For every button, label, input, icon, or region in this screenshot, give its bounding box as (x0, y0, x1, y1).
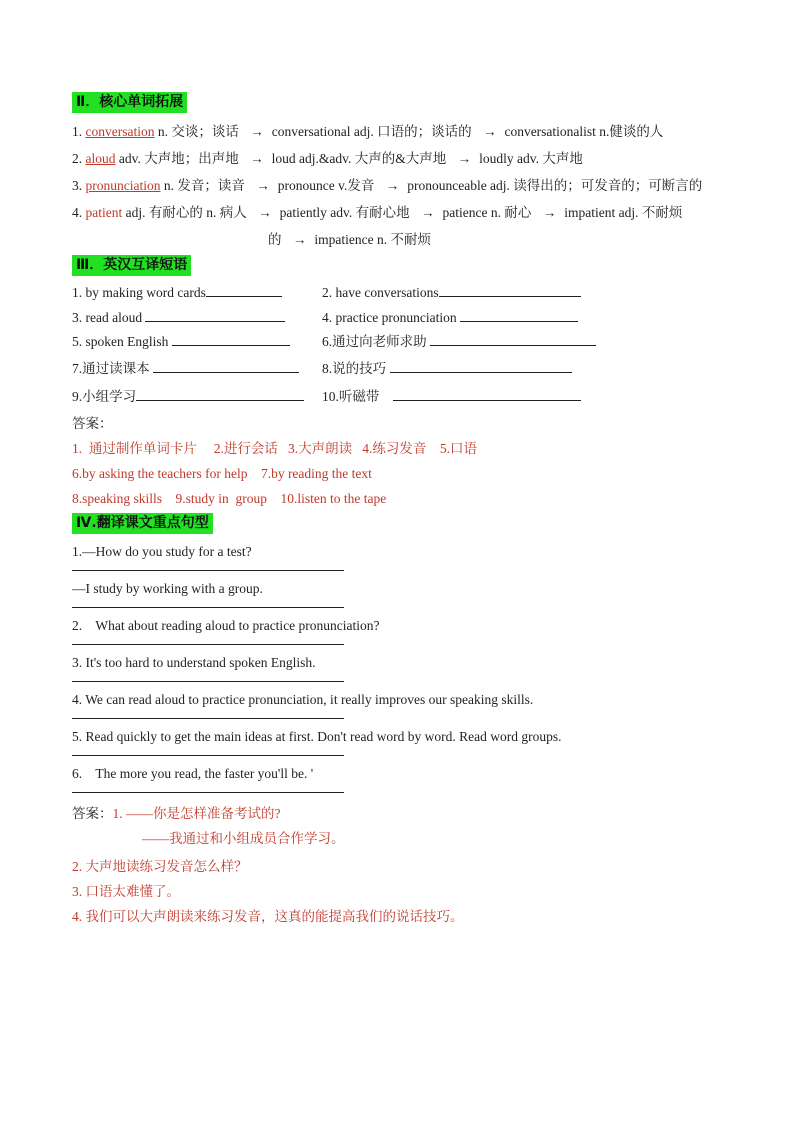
phrase-row (72, 383, 722, 411)
vocab-text: 的 (268, 232, 285, 247)
sentence-item: 3. It's too hard to understand spoken English. (72, 654, 316, 670)
phrase: 8.说的技巧 (322, 360, 387, 376)
arrow-icon: → (250, 151, 264, 166)
sentence-item: 5. Read quickly to get the main ideas at first. Don't read word by word. Read word groups. (72, 728, 562, 744)
answer-label: 答案： (72, 415, 113, 431)
vocab-num: 4. (72, 205, 86, 220)
vocab-derivative: patience n. 耐心 (442, 205, 535, 220)
phrase-row (72, 306, 722, 331)
vocab-derivative: loudly adv. 大声地 (479, 151, 583, 166)
arrow-icon: → (258, 205, 272, 220)
answer-blank[interactable] (153, 358, 299, 373)
vocab-item-4-cont (72, 226, 722, 253)
vocab-derivative: conversationalist n.健谈的人 (504, 124, 664, 139)
vocab-meaning: n. 交谈；谈话 (154, 124, 243, 139)
vocab-meaning: adv. 大声地；出声地 (115, 151, 243, 166)
arrow-icon: → (542, 205, 557, 220)
answer-text: 2. 大声地读练习发音怎么样？ (72, 858, 248, 874)
vocab-derivative: pronounce v.发音 (277, 178, 378, 193)
section-4-heading: Ⅳ.翻译课文重点句型 (72, 513, 213, 534)
phrase: 2. have conversations (322, 285, 439, 300)
answer-line-blank[interactable] (72, 718, 344, 719)
answer-line-blank[interactable] (72, 607, 344, 608)
vocab-item-3 (72, 172, 722, 199)
answer-line-blank[interactable] (72, 570, 344, 571)
vocab-num: 1. (72, 124, 86, 139)
answer-line: 8.speaking skills 9.study in group 10.listen to the tape (72, 490, 387, 506)
answer-line-blank[interactable] (72, 792, 344, 793)
phrase: 10.听磁带 (322, 388, 380, 404)
answer-line: 6.by asking the teachers for help 7.by reading the text (72, 465, 372, 481)
vocab-derivative: pronounceable adj. 读得出的；可发音的；可断言的 (407, 178, 703, 193)
vocab-meaning: adj. 有耐心的 n. 病人 (122, 205, 251, 220)
arrow-icon: → (482, 124, 497, 139)
answer-blank[interactable] (206, 282, 282, 297)
phrase: 6.通过向老师求助 (322, 334, 427, 349)
sentence-item: 1.—How do you study for a test? (72, 543, 252, 559)
answer-blank[interactable] (393, 386, 581, 401)
arrow-icon: → (385, 178, 400, 193)
vocab-derivative: impatient adj. 不耐烦 (564, 205, 683, 220)
vocab-derivative: loud adj.&adv. 大声的&大声地 (271, 151, 450, 166)
answer-text: 4. 我们可以大声朗读来练习发音，这真的能提高我们的说话技巧。 (72, 908, 464, 924)
section-2-heading: Ⅱ．核心单词拓展 (72, 92, 187, 113)
answer-block-1 (72, 801, 722, 826)
arrow-icon: → (250, 124, 264, 139)
vocab-derivative: patiently adv. 有耐心地 (279, 205, 413, 220)
phrase: 3. read aloud (72, 309, 143, 325)
arrow-icon: → (420, 205, 435, 220)
vocab-item-2 (72, 145, 722, 172)
sentence-item: 4. We can read aloud to practice pronunciation, it really improves our speaking skills. (72, 691, 534, 707)
answer-blank[interactable] (145, 307, 285, 322)
vocab-word: aloud (85, 151, 116, 166)
answer-line-blank[interactable] (72, 755, 344, 756)
answer-text: 1. ——你是怎样准备考试的? (112, 805, 281, 821)
vocab-word: conversation (85, 124, 155, 139)
phrase: 7.通过读课本 (72, 360, 150, 376)
answer-blank[interactable] (136, 386, 304, 401)
vocab-word: patient (85, 205, 123, 220)
sentence-item: 2. What about reading aloud to practice pronunciation? (72, 617, 380, 633)
section-3-heading: Ⅲ．英汉互译短语 (72, 255, 191, 276)
answer-line-blank[interactable] (72, 681, 344, 682)
answer-blank[interactable] (439, 282, 581, 297)
arrow-icon: → (292, 232, 307, 247)
answer-line: 1. 通过制作单词卡片 2.进行会话 3.大声朗读 4.练习发音 5.口语 (72, 440, 477, 456)
answer-blank[interactable] (460, 307, 578, 322)
answer-text: ——我通过和小组成员合作学习。 (142, 830, 345, 846)
vocab-num: 2. (72, 151, 86, 166)
phrase: 5. spoken English (72, 334, 169, 349)
answer-text: 3. 口语太难懂了。 (72, 883, 180, 899)
sentence-item: 6. The more you read, the faster you'll be. ' (72, 765, 314, 781)
answer-blank[interactable] (172, 331, 290, 346)
arrow-icon: → (457, 151, 472, 166)
vocab-meaning: n. 发音；读音 (160, 178, 249, 193)
answer-line-blank[interactable] (72, 644, 344, 645)
phrase: 1. by making word cards (72, 285, 206, 300)
phrase: 4. practice pronunciation (322, 309, 457, 325)
vocab-item-1 (72, 118, 722, 145)
answer-blank[interactable] (390, 358, 572, 373)
arrow-icon: → (256, 178, 270, 193)
vocab-word: pronunciation (85, 178, 161, 193)
phrase-row (72, 330, 722, 355)
phrase-row (72, 355, 722, 383)
vocab-derivative: conversational adj. 口语的；谈话的 (271, 124, 475, 139)
vocab-item-4 (72, 199, 722, 226)
phrase-row (72, 281, 722, 306)
vocab-num: 3. (72, 178, 86, 193)
worksheet-page (72, 92, 722, 929)
phrase: 9.小组学习 (72, 388, 137, 404)
sentence-item: —I study by working with a group. (72, 580, 263, 596)
answer-blank[interactable] (430, 331, 596, 346)
answer-label: 答案： (72, 805, 113, 821)
vocab-derivative: impatience n. 不耐烦 (314, 232, 431, 247)
